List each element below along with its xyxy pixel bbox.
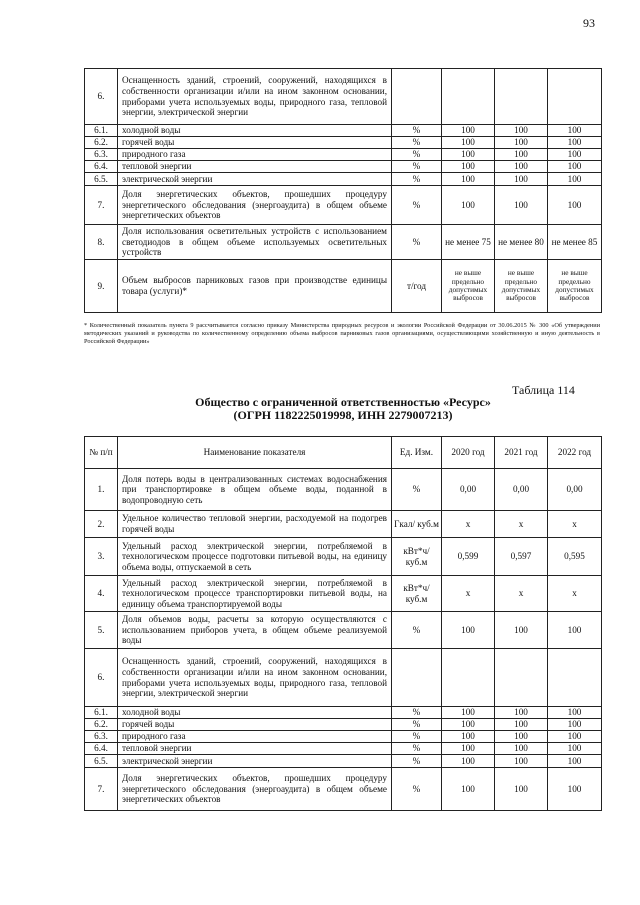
row-number: 6.2. (85, 719, 118, 731)
value-2022 (548, 69, 602, 125)
value-2020: 100 (442, 719, 495, 731)
row-number: 7. (85, 186, 118, 225)
header-unit: Ед. Изм. (392, 437, 442, 469)
table-row (85, 469, 602, 511)
value-2021: 0,597 (495, 538, 548, 576)
value-2021: 100 (495, 612, 548, 649)
value-2022: х (548, 511, 602, 538)
unit-cell (392, 69, 442, 125)
indicator-name: Доля энергетических объектов, прошедших процедуру энергетического обследования (энергоаудита) в общем объеме энергетических объектов (118, 768, 392, 811)
value-2022: 100 (548, 137, 602, 149)
value-2021: 100 (495, 137, 548, 149)
indicator-name: Доля объемов воды, расчеты за которую осуществляются с использованием приборов учета, в общем объеме реализуемой воды (118, 612, 392, 649)
value-2021: х (495, 576, 548, 612)
heading-registration: (ОГРН 1182225019998, ИНН 2279007213) (233, 408, 453, 422)
unit-cell (392, 649, 442, 707)
row-number: 6.1. (85, 707, 118, 719)
value-2021: 100 (495, 768, 548, 811)
value-2022: 100 (548, 612, 602, 649)
unit-cell: % (392, 137, 442, 149)
indicator-name: горячей воды (118, 719, 392, 731)
page-number: 93 (583, 16, 595, 30)
indicator-name: Удельное количество тепловой энергии, расходуемой на подогрев горячей воды (118, 511, 392, 538)
value-2022: 100 (548, 125, 602, 137)
table-row (85, 649, 602, 707)
unit-cell: % (392, 612, 442, 649)
value-2022: 0,00 (548, 469, 602, 511)
unit-cell: кВт*ч/ куб.м (392, 576, 442, 612)
row-number: 6.4. (85, 161, 118, 173)
unit-cell: % (392, 173, 442, 186)
unit-cell: т/год (392, 260, 442, 313)
value-2021 (495, 649, 548, 707)
row-number: 6.1. (85, 125, 118, 137)
value-2021: 100 (495, 707, 548, 719)
value-2020: 100 (442, 173, 495, 186)
indicator-name: тепловой энергии (118, 743, 392, 755)
unit-cell: % (392, 469, 442, 511)
value-2020 (442, 649, 495, 707)
table-row (85, 731, 602, 743)
indicator-name: электрической энергии (118, 755, 392, 768)
row-number: 6. (85, 69, 118, 125)
value-2020: 100 (442, 612, 495, 649)
indicator-name: Удельный расход электрической энергии, потребляемой в технологическом процессе подготовки питьевой воды, на единицу объема воды, отпускаемой в сеть (118, 538, 392, 576)
unit-cell: % (392, 719, 442, 731)
table-row (85, 743, 602, 755)
value-2020: 100 (442, 186, 495, 225)
heading-company-name: Общество с ограниченной ответственностью «Ресурс» (195, 395, 491, 409)
table-row (85, 755, 602, 768)
value-2021: 100 (495, 125, 548, 137)
value-2020: 100 (442, 768, 495, 811)
table-row (85, 69, 602, 125)
value-2022: 0,595 (548, 538, 602, 576)
value-2021: 0,00 (495, 469, 548, 511)
table-row (85, 149, 602, 161)
table-row (85, 768, 602, 811)
value-2022: х (548, 576, 602, 612)
table-row (85, 260, 602, 313)
unit-cell: Гкал/ куб.м (392, 511, 442, 538)
indicator-name: Доля энергетических объектов, прошедших процедуру энергетического обследования (энергоаудита) в общем объеме энергетических объектов (118, 186, 392, 225)
table-row (85, 173, 602, 186)
unit-cell: % (392, 755, 442, 768)
value-2020: 100 (442, 149, 495, 161)
value-2021: 100 (495, 186, 548, 225)
row-number: 6.3. (85, 731, 118, 743)
value-2021: 100 (495, 743, 548, 755)
value-2020: 100 (442, 161, 495, 173)
indicator-name: Оснащенность зданий, строений, сооружений, находящихся в собственности организации и/или на ином законном основании, приборами учета используемых воды, природного газа, тепловой энергии, электрической энергии (118, 69, 392, 125)
value-2020: не менее 75 (442, 225, 495, 260)
row-number: 1. (85, 469, 118, 511)
row-number: 6.5. (85, 755, 118, 768)
value-2022: 100 (548, 149, 602, 161)
value-2022: 100 (548, 186, 602, 225)
table-row (85, 511, 602, 538)
value-2020: х (442, 511, 495, 538)
indicator-name: тепловой энергии (118, 161, 392, 173)
indicators-table-114 (84, 436, 602, 811)
row-number: 6. (85, 649, 118, 707)
row-number: 6.5. (85, 173, 118, 186)
table-row (85, 125, 602, 137)
table-row (85, 538, 602, 576)
value-2022: 100 (548, 743, 602, 755)
value-2022: 100 (548, 161, 602, 173)
value-2022: 100 (548, 707, 602, 719)
table-row (85, 576, 602, 612)
header-2021: 2021 год (495, 437, 548, 469)
row-number: 8. (85, 225, 118, 260)
header-2020: 2020 год (442, 437, 495, 469)
row-number: 3. (85, 538, 118, 576)
value-2021: 100 (495, 755, 548, 768)
indicator-name: Доля использования осветительных устройств с использованием светодиодов в общем объеме используемых осветительных устройств (118, 225, 392, 260)
value-2020: 100 (442, 731, 495, 743)
unit-cell: % (392, 186, 442, 225)
unit-cell: кВт*ч/ куб.м (392, 538, 442, 576)
value-2020 (442, 69, 495, 125)
unit-cell: % (392, 161, 442, 173)
value-2020: 100 (442, 137, 495, 149)
indicator-name: природного газа (118, 731, 392, 743)
table-row (85, 225, 602, 260)
unit-cell: % (392, 125, 442, 137)
value-2021: не выше предельно допустимых выбросов (495, 260, 548, 313)
unit-cell: % (392, 743, 442, 755)
indicator-name: природного газа (118, 149, 392, 161)
value-2020: 100 (442, 755, 495, 768)
value-2021: 100 (495, 731, 548, 743)
value-2020: х (442, 576, 495, 612)
indicator-name: Доля потерь воды в централизованных системах водоснабжения при транспортировке в общем объеме воды, поданной в водопроводную сеть (118, 469, 392, 511)
table-row (85, 186, 602, 225)
table-row (85, 707, 602, 719)
table-row (85, 137, 602, 149)
indicators-table-continued (84, 68, 602, 313)
indicator-name: холодной воды (118, 125, 392, 137)
row-number: 4. (85, 576, 118, 612)
row-number: 9. (85, 260, 118, 313)
footnote: * Количественный показатель пункта 9 рассчитывается согласно приказу Министерства природных ресурсов и экологии Российской Федерации от 30.06.2015 № 300 «Об утверждении методических указаний и руководства по количественному определению объема выбросов парниковых газов организациями, осуществляющими хозяйственную и иную деятельность в Российской Федерации» (84, 322, 600, 345)
value-2022 (548, 649, 602, 707)
table-row (85, 719, 602, 731)
value-2021: 100 (495, 161, 548, 173)
indicator-name: Удельный расход электрической энергии, потребляемой в технологическом процессе транспортировки питьевой воды, на единицу объема транспортируемой воды (118, 576, 392, 612)
row-number: 5. (85, 612, 118, 649)
indicator-name: Объем выбросов парниковых газов при производстве единицы товара (услуги)* (118, 260, 392, 313)
value-2022: 100 (548, 731, 602, 743)
row-number: 7. (85, 768, 118, 811)
table-row (85, 612, 602, 649)
organization-heading (85, 396, 601, 422)
header-2022: 2022 год (548, 437, 602, 469)
unit-cell: % (392, 731, 442, 743)
indicator-name: холодной воды (118, 707, 392, 719)
value-2020: 100 (442, 707, 495, 719)
value-2022: не выше предельно допустимых выбросов (548, 260, 602, 313)
value-2021: 100 (495, 719, 548, 731)
indicator-name: Оснащенность зданий, строений, сооружений, находящихся в собственности организации и/или на ином законном основании, приборами учета используемых воды, природного газа, тепловой энергии, электрической энергии (118, 649, 392, 707)
value-2020: 100 (442, 743, 495, 755)
row-number: 6.2. (85, 137, 118, 149)
value-2020: 0,599 (442, 538, 495, 576)
value-2021 (495, 69, 548, 125)
value-2021: 100 (495, 149, 548, 161)
indicator-name: электрической энергии (118, 173, 392, 186)
value-2021: не менее 80 (495, 225, 548, 260)
unit-cell: % (392, 768, 442, 811)
unit-cell: % (392, 149, 442, 161)
value-2022: не менее 85 (548, 225, 602, 260)
table-row (85, 161, 602, 173)
row-number: 6.4. (85, 743, 118, 755)
value-2022: 100 (548, 173, 602, 186)
value-2020: не выше предельно допустимых выбросов (442, 260, 495, 313)
value-2020: 100 (442, 125, 495, 137)
header-name: Наименование показателя (118, 437, 392, 469)
value-2022: 100 (548, 755, 602, 768)
value-2020: 0,00 (442, 469, 495, 511)
header-num: № п/п (85, 437, 118, 469)
table-header-row (85, 437, 602, 469)
table-label: Таблица 114 (512, 383, 575, 397)
unit-cell: % (392, 707, 442, 719)
value-2022: 100 (548, 719, 602, 731)
value-2021: 100 (495, 173, 548, 186)
row-number: 6.3. (85, 149, 118, 161)
indicator-name: горячей воды (118, 137, 392, 149)
row-number: 2. (85, 511, 118, 538)
value-2022: 100 (548, 768, 602, 811)
unit-cell: % (392, 225, 442, 260)
value-2021: х (495, 511, 548, 538)
